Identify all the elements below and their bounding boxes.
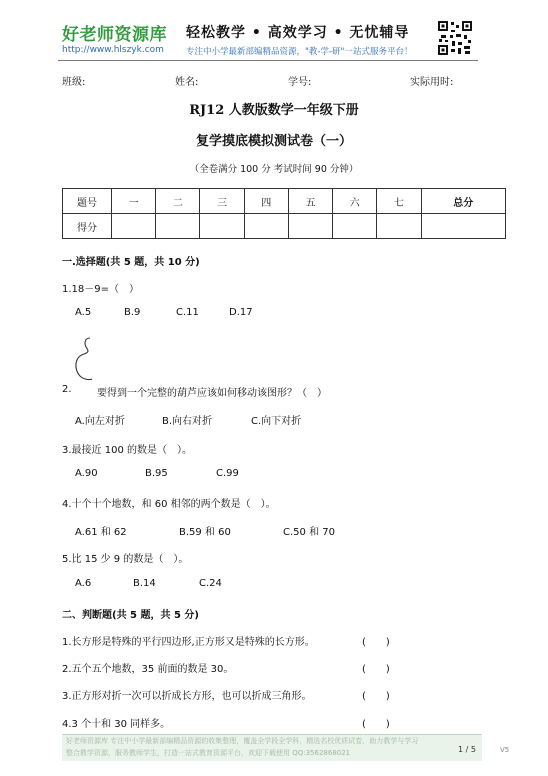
score-cell[interactable] (421, 214, 505, 239)
half-gourd-figure (70, 336, 100, 382)
table-header-cell: 一 (112, 189, 156, 214)
score-table (62, 188, 506, 239)
table-header-cell: 五 (288, 189, 332, 214)
score-cell[interactable] (244, 214, 288, 239)
question-text: 4.十个十个地数，和 60 相邻的两个数是（ ）。 (62, 499, 276, 510)
score-table-row (63, 214, 506, 239)
option[interactable]: B.向右对折 (162, 416, 213, 427)
option[interactable]: A.6 (75, 578, 92, 589)
footer-text: 好老师资源库 专注中小学最新部编精品资源的收集整理，覆盖全学段全学科，精选名校优质试卷，助力教学与学习 (66, 737, 419, 745)
slogan: 轻松教学 • 高效学习 • 无忧辅导 (186, 25, 410, 41)
answer-blank[interactable]: ( ) (362, 664, 390, 675)
judgment-item: 4.3 个十和 30 同样多。 (62, 719, 171, 730)
site-description: 专注中小学最新部编精品资源，"教-学-研"一站式服务平台！ (186, 47, 413, 57)
judgment-item: 1.长方形是特殊的平行四边形,正方形又是特殊的长方形。 (62, 637, 315, 648)
option[interactable]: B.9 (124, 307, 141, 318)
option[interactable]: B.14 (133, 578, 156, 589)
question-text: 1.18－9=（ ） (62, 284, 140, 295)
brand-title: 好老师资源库 (62, 25, 167, 45)
exam-title: RJ12 人教版数学一年级下册 (189, 103, 359, 118)
answer-blank[interactable]: ( ) (362, 637, 390, 648)
student-id-label: 学号: (288, 77, 312, 88)
table-row-label: 得分 (63, 214, 112, 239)
option[interactable]: D.17 (229, 307, 253, 318)
option[interactable]: C.向下对折 (251, 416, 302, 427)
question-text: 要得到一个完整的葫芦应该如何移动该图形？（ ） (97, 388, 327, 399)
question-text: 3.最接近 100 的数是（ ）。 (62, 445, 192, 456)
table-header-cell: 二 (156, 189, 200, 214)
time-used-label: 实际用时: (410, 77, 454, 88)
option[interactable]: A.90 (75, 468, 98, 479)
name-label: 姓名: (175, 77, 199, 88)
option[interactable]: A.5 (75, 307, 92, 318)
section-title: 二、判断题(共 5 题，共 5 分) (62, 610, 199, 621)
option[interactable]: B.95 (145, 468, 168, 479)
table-header-cell: 七 (377, 189, 421, 214)
class-label: 班级: (62, 77, 86, 88)
score-cell[interactable] (200, 214, 244, 239)
table-header-cell: 四 (244, 189, 288, 214)
score-cell[interactable] (112, 214, 156, 239)
footer-text: 整合教学资源，服务教师学生，打造一站式教育资源平台，欢迎下载使用 QQ:3562868021 (66, 749, 351, 757)
table-header-cell: 题号 (63, 189, 112, 214)
answer-blank[interactable]: ( ) (362, 691, 390, 702)
option[interactable]: C.24 (199, 578, 222, 589)
table-header-cell: 六 (333, 189, 377, 214)
header-divider (58, 60, 478, 61)
option[interactable]: C.11 (176, 307, 199, 318)
score-cell[interactable] (288, 214, 332, 239)
qr-code-icon (437, 20, 473, 56)
option[interactable]: C.99 (216, 468, 239, 479)
score-cell[interactable] (333, 214, 377, 239)
score-cell[interactable] (377, 214, 421, 239)
question-number: 2. (62, 384, 72, 395)
option[interactable]: A.向左对折 (75, 416, 125, 427)
judgment-item: 2.五个五个地数，35 前面的数是 30。 (62, 664, 234, 675)
exam-subtitle: 复学摸底模拟测试卷（一） (195, 134, 352, 149)
option[interactable]: A.61 和 62 (75, 527, 127, 538)
site-url[interactable]: http://www.hlszyk.com (62, 45, 164, 55)
question-text: 5.比 15 少 9 的数是（ ）。 (62, 554, 189, 565)
option[interactable]: C.50 和 70 (283, 527, 335, 538)
page-number: 1 / 5 (458, 745, 476, 754)
exam-note: （全卷满分 100 分 考试时间 90 分钟） (189, 164, 359, 175)
table-header-cell: 三 (200, 189, 244, 214)
table-header-cell: 总分 (421, 189, 505, 214)
option[interactable]: B.59 和 60 (179, 527, 231, 538)
section-title: 一.选择题(共 5 题，共 10 分) (62, 257, 200, 268)
score-table-header-row (63, 189, 506, 214)
judgment-item: 3.正方形对折一次可以折成长方形，也可以折成三角形。 (62, 691, 312, 702)
answer-blank[interactable]: ( ) (362, 719, 390, 730)
score-cell[interactable] (156, 214, 200, 239)
version-label: V5 (500, 746, 510, 754)
